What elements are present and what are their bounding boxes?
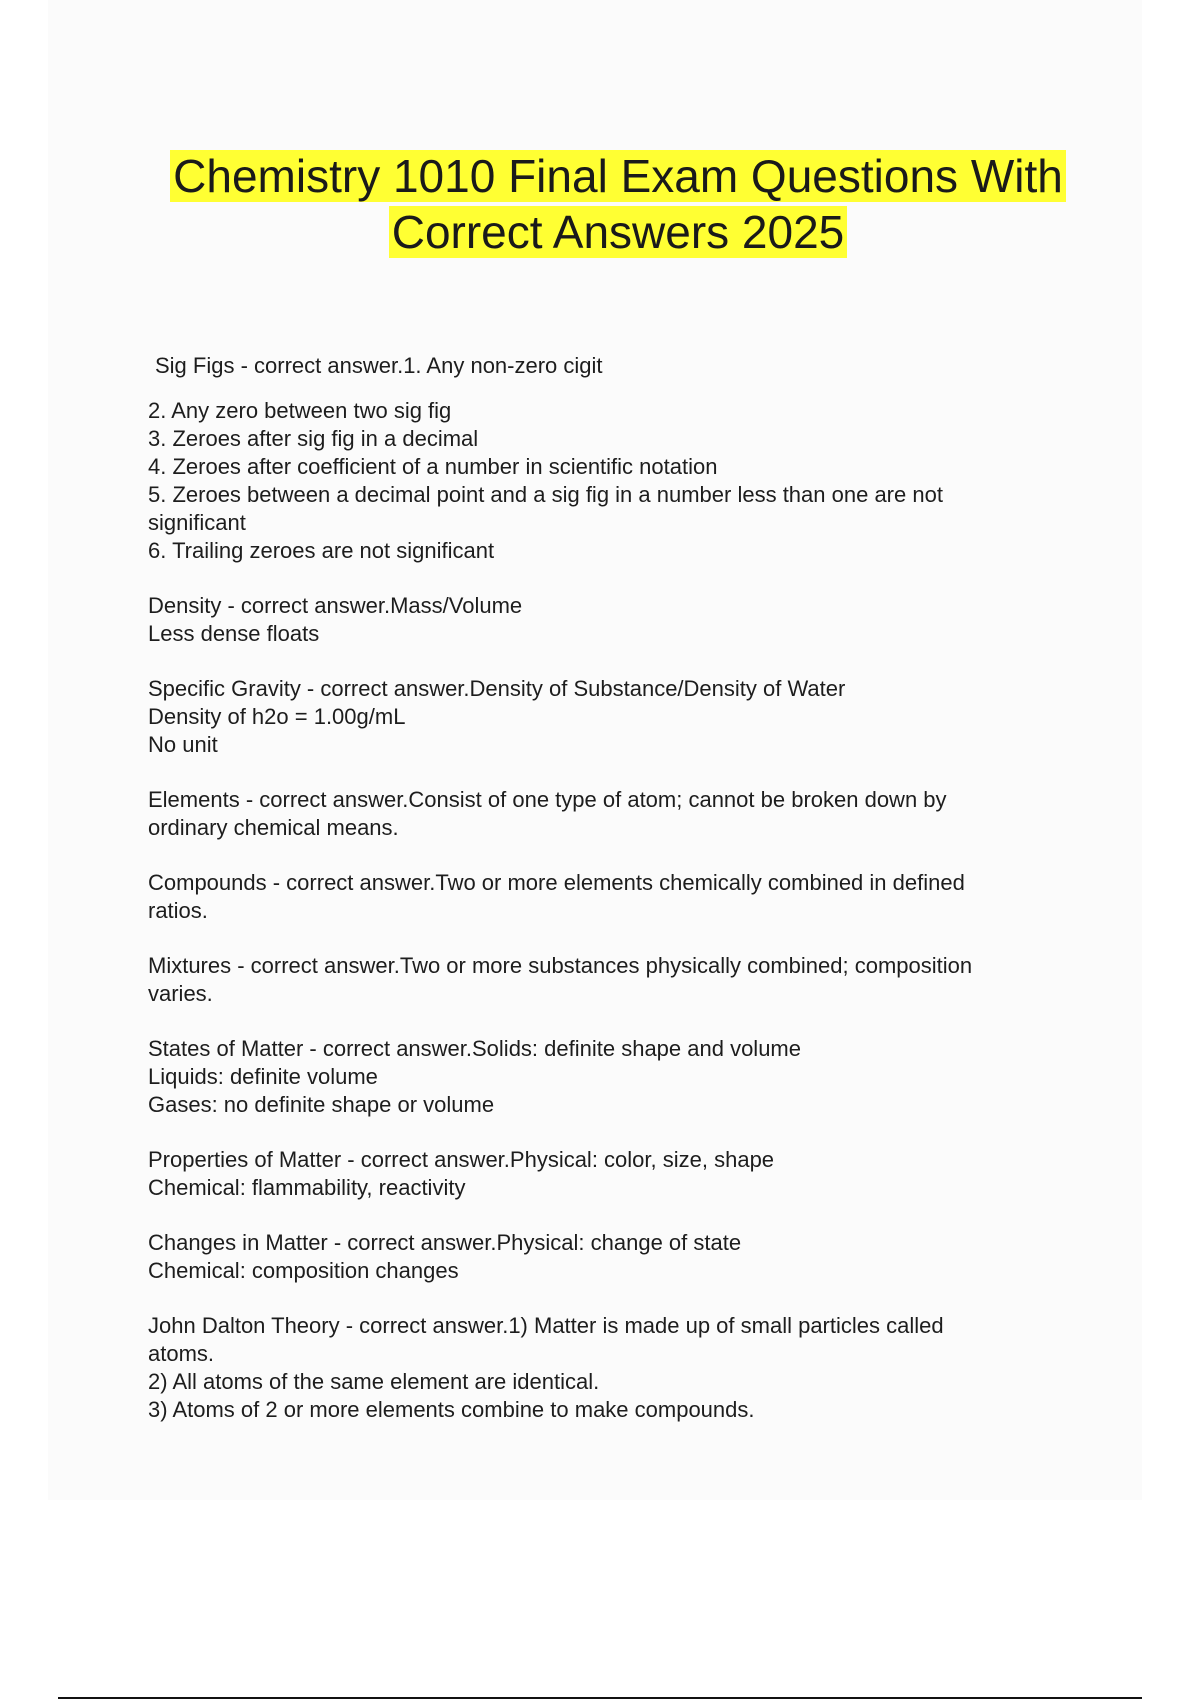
entry-line: 2) All atoms of the same element are identical. xyxy=(148,1369,600,1394)
entry-line: 3. Zeroes after sig fig in a decimal xyxy=(148,426,479,451)
entry-sig-figs xyxy=(148,352,1078,565)
document-title xyxy=(0,148,1200,260)
entry-line: Sig Figs - correct answer.1. Any non-zero cigit xyxy=(155,353,603,378)
entry-compounds xyxy=(148,869,1078,925)
entry-mixtures xyxy=(148,952,1078,1008)
entry-line: Chemical: flammability, reactivity xyxy=(148,1175,466,1200)
entry-line: 6. Trailing zeroes are not significant xyxy=(148,538,495,563)
entry-line: 4. Zeroes after coefficient of a number in scientific notation xyxy=(148,454,718,479)
entry-line: No unit xyxy=(148,732,218,757)
entry-line: Elements - correct answer.Consist of one type of atom; cannot be broken down by xyxy=(148,787,947,812)
entry-line: Density - correct answer.Mass/Volume xyxy=(148,593,523,618)
entry-line: ordinary chemical means. xyxy=(148,815,399,840)
entry-line: Properties of Matter - correct answer.Physical: color, size, shape xyxy=(148,1147,775,1172)
entry-line: Density of h2o = 1.00g/mL xyxy=(148,704,406,729)
entry-line: varies. xyxy=(148,981,213,1006)
entry-john-dalton-theory xyxy=(148,1312,1078,1424)
title-line-2: Correct Answers 2025 xyxy=(389,206,848,258)
entry-line: Compounds - correct answer.Two or more elements chemically combined in defined xyxy=(148,870,965,895)
entry-line: 5. Zeroes between a decimal point and a sig fig in a number less than one are not xyxy=(148,482,943,507)
title-line-1: Chemistry 1010 Final Exam Questions With xyxy=(170,150,1066,202)
entry-line: 3) Atoms of 2 or more elements combine to make compounds. xyxy=(148,1397,755,1422)
entry-density xyxy=(148,592,1078,648)
entry-properties-of-matter xyxy=(148,1146,1078,1202)
entry-line: Changes in Matter - correct answer.Physical: change of state xyxy=(148,1230,742,1255)
entry-line: atoms. xyxy=(148,1341,215,1366)
entry-line: significant xyxy=(148,510,246,535)
entry-specific-gravity xyxy=(148,675,1078,759)
entry-changes-in-matter xyxy=(148,1229,1078,1285)
entry-line: Chemical: composition changes xyxy=(148,1258,459,1283)
entry-states-of-matter xyxy=(148,1035,1078,1119)
entry-line: Specific Gravity - correct answer.Density of Substance/Density of Water xyxy=(148,676,846,701)
entry-line: ratios. xyxy=(148,898,208,923)
entry-line: 2. Any zero between two sig fig xyxy=(148,398,452,423)
entry-line: Gases: no definite shape or volume xyxy=(148,1092,495,1117)
entry-line: Mixtures - correct answer.Two or more substances physically combined; composition xyxy=(148,953,973,978)
entry-elements xyxy=(148,786,1078,842)
entry-line: Less dense floats xyxy=(148,621,320,646)
entry-line: States of Matter - correct answer.Solids: definite shape and volume xyxy=(148,1036,801,1061)
entry-line: Liquids: definite volume xyxy=(148,1064,378,1089)
footer-divider xyxy=(58,1697,1142,1699)
qa-entries xyxy=(148,352,1078,1451)
entry-line: John Dalton Theory - correct answer.1) Matter is made up of small particles called xyxy=(148,1313,944,1338)
